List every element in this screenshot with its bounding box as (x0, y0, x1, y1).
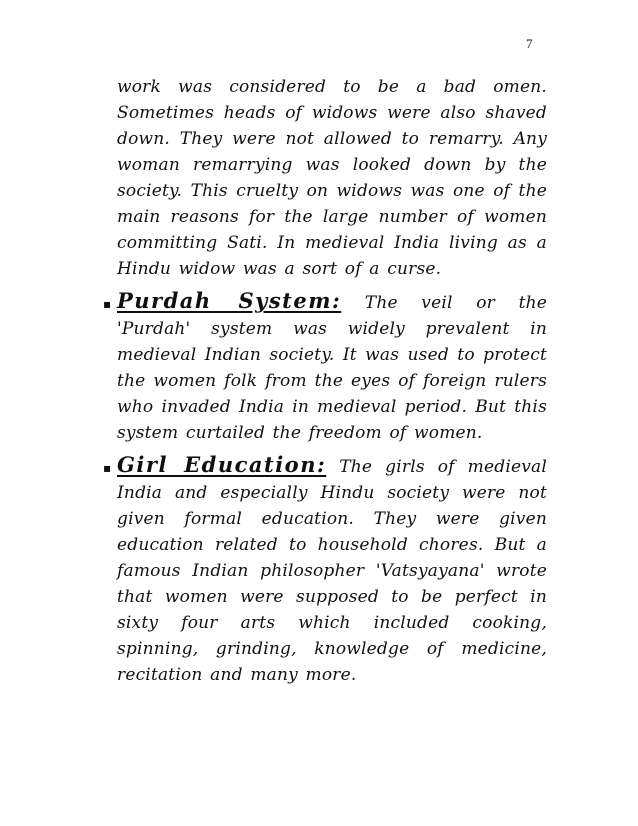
section-heading: Girl Education: (117, 452, 327, 477)
section-text: The veil or the 'Purdah' system was widely prevalent in medieval Indian society. It was used to protect the women folk from the eyes of foreign rulers who invaded India in medieval period. But this system curtailed the freedom of women. (117, 293, 548, 443)
bullet-icon: ▪ (103, 461, 112, 475)
section-heading: Purdah System: (117, 288, 342, 313)
section-paragraph (117, 452, 547, 688)
intro-paragraph: work was considered to be a bad omen. Sometimes heads of widows were also shaved down. They were not allowed to remarry. Any woman remarrying was looked down by the society. This cruelty on widows was one of the main reasons for the large number of women committing Sati. In medieval India living as a Hindu widow was a sort of a curse. (117, 77, 547, 279)
bullet-icon: ▪ (103, 297, 112, 311)
section-paragraph (117, 288, 547, 446)
page-number: 7 (526, 36, 533, 51)
section-purdah-system (103, 288, 548, 446)
document-body (103, 74, 548, 688)
section-text: The girls of medieval India and especially Hindu society were not given formal education. They were given education related to household chores. But a famous Indian philosopher 'Vatsyayana' wrote that women were supposed to be perfect in sixty four arts which included cooking, spinning, grinding, knowledge of medicine, recitation and many more. (117, 457, 548, 685)
section-girl-education (103, 452, 548, 688)
